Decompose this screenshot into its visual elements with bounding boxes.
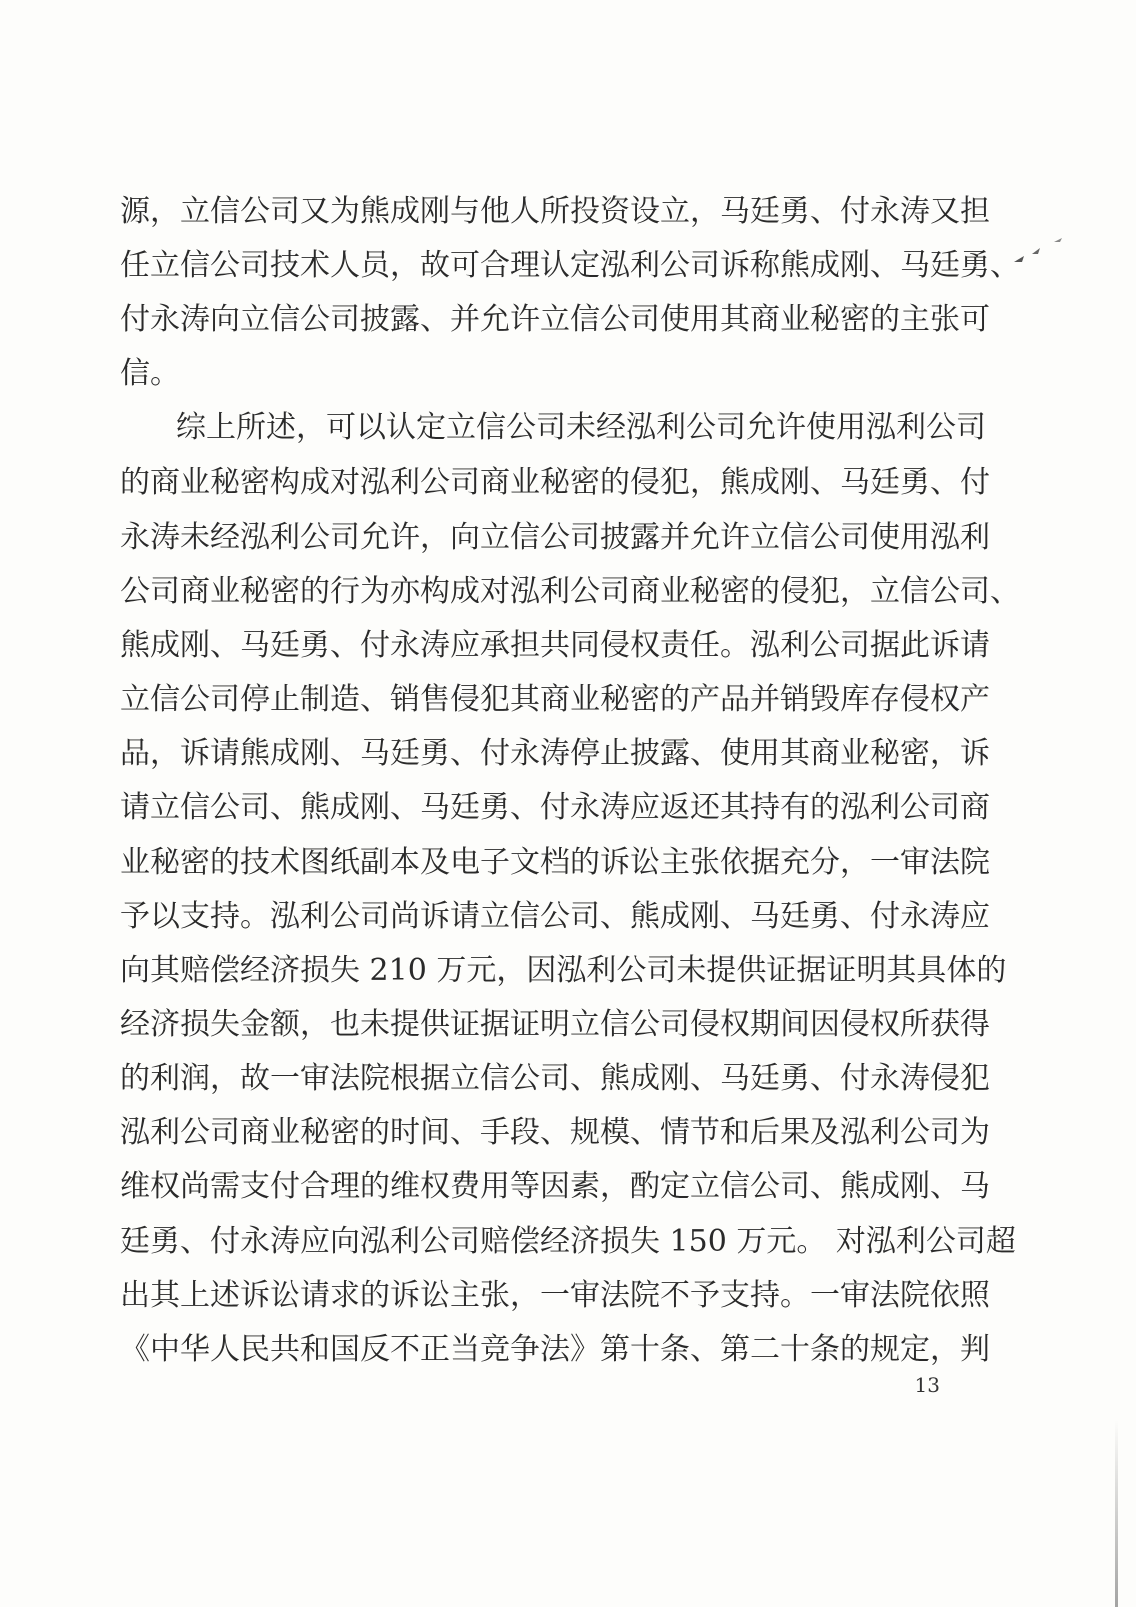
text-line: 永涛未经泓利公司允许，向立信公司披露并允许立信公司使用泓利 <box>120 520 990 555</box>
text-line: 的商业秘密构成对泓利公司商业秘密的侵犯，熊成刚、马廷勇、付 <box>120 465 990 500</box>
text-line: 出其上述诉讼请求的诉讼主张，一审法院不予支持。一审法院依照 <box>120 1278 990 1313</box>
text-line: 品，诉请熊成刚、马廷勇、付永涛停止披露、使用其商业秘密，诉 <box>120 736 990 771</box>
text-line: 的利润，故一审法院根据立信公司、熊成刚、马廷勇、付永涛侵犯 <box>120 1061 990 1096</box>
text-line: 向其赔偿经济损失 210 万元，因泓利公司未提供证据证明其具体的 <box>120 953 1007 988</box>
page-number: 13 <box>914 1373 940 1397</box>
text-line: 信。 <box>120 356 180 391</box>
text-line: 熊成刚、马廷勇、付永涛应承担共同侵权责任。泓利公司据此诉请 <box>120 628 990 663</box>
text-line: 付永涛向立信公司披露、并允许立信公司使用其商业秘密的主张可 <box>120 302 990 337</box>
text-line: 予以支持。泓利公司尚诉请立信公司、熊成刚、马廷勇、付永涛应 <box>120 899 990 934</box>
text-line: 立信公司停止制造、销售侵犯其商业秘密的产品并销毁库存侵权产 <box>120 682 990 717</box>
text-line: 请立信公司、熊成刚、马廷勇、付永涛应返还其持有的泓利公司商 <box>120 790 990 825</box>
text-line: 业秘密的技术图纸副本及电子文档的诉讼主张依据充分，一审法院 <box>120 845 990 880</box>
text-line: 任立信公司技术人员，故可合理认定泓利公司诉称熊成刚、马廷勇、 <box>120 248 1020 283</box>
text-line: 泓利公司商业秘密的时间、手段、规模、情节和后果及泓利公司为 <box>120 1115 990 1150</box>
text-line: 廷勇、付永涛应向泓利公司赔偿经济损失 150 万元。 对泓利公司超 <box>120 1224 1016 1259</box>
text-line: 《中华人民共和国反不正当竞争法》第十条、第二十条的规定，判 <box>120 1332 990 1367</box>
text-line: 经济损失金额，也未提供证据证明立信公司侵权期间因侵权所获得 <box>120 1007 990 1042</box>
text-line: 维权尚需支付合理的维权费用等因素，酌定立信公司、熊成刚、马 <box>120 1169 990 1204</box>
scan-artifact-mark <box>1010 232 1070 272</box>
scan-edge-shadow <box>1115 1420 1118 1607</box>
text-line: 源，立信公司又为熊成刚与他人所投资设立，马廷勇、付永涛又担 <box>120 194 990 229</box>
paragraph-first-line: 综上所述，可以认定立信公司未经泓利公司允许使用泓利公司 <box>176 410 986 445</box>
text-line: 公司商业秘密的行为亦构成对泓利公司商业秘密的侵犯，立信公司、 <box>120 574 1020 609</box>
